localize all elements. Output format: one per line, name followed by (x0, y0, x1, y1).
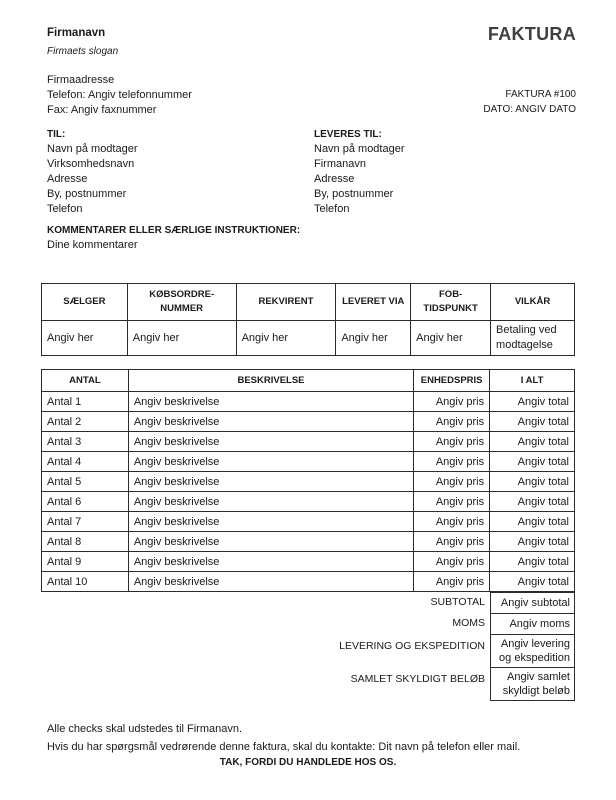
company-contact (47, 73, 192, 118)
table-row (42, 512, 575, 532)
item-description: Angiv beskrivelse (128, 432, 413, 452)
order-value-cell: Angiv her (236, 321, 336, 356)
table-row (42, 452, 575, 472)
item-description: Angiv beskrivelse (128, 452, 413, 472)
footer-checks-note: Alle checks skal udstedes til Firmanavn. (47, 723, 243, 735)
order-header-cell: LEVERET VIA (336, 284, 411, 321)
item-unit-price: Angiv pris (414, 532, 490, 552)
totals-label: MOMS (452, 617, 485, 629)
table-row (42, 432, 575, 452)
table-row (42, 552, 575, 572)
item-description: Angiv beskrivelse (128, 552, 413, 572)
invoice-date: DATO: ANGIV DATO (483, 104, 576, 115)
table-row (42, 412, 575, 432)
item-description: Angiv beskrivelse (128, 492, 413, 512)
item-total: Angiv total (490, 552, 575, 572)
items-table (41, 369, 575, 592)
items-header-cell: I ALT (490, 370, 575, 392)
table-row (42, 472, 575, 492)
totals-value: Angiv subtotal (491, 593, 575, 614)
totals-row (491, 668, 575, 701)
totals-label: LEVERING OG EKSPEDITION (339, 640, 485, 652)
items-header-cell: ANTAL (42, 370, 129, 392)
item-total: Angiv total (490, 512, 575, 532)
ship-to-line: Telefon (314, 203, 350, 215)
footer (47, 720, 520, 756)
bill-to-line: Virksomhedsnavn (47, 158, 135, 170)
bill-to-line: Adresse (47, 173, 88, 185)
item-total: Angiv total (490, 432, 575, 452)
item-quantity: Antal 9 (42, 552, 129, 572)
table-row (42, 492, 575, 512)
item-unit-price: Angiv pris (414, 572, 490, 592)
item-total: Angiv total (490, 492, 575, 512)
order-header-cell: REKVIRENT (236, 284, 336, 321)
item-quantity: Antal 6 (42, 492, 129, 512)
ship-to-line: Adresse (314, 173, 355, 185)
item-description: Angiv beskrivelse (128, 572, 413, 592)
table-row (42, 392, 575, 412)
table-row (42, 572, 575, 592)
table-row (42, 532, 575, 552)
totals-row (491, 635, 575, 668)
order-value-cell: Angiv her (127, 321, 236, 356)
item-description: Angiv beskrivelse (128, 392, 413, 412)
company-fax: Fax: Angiv faxnummer (47, 104, 157, 116)
totals-row (491, 614, 575, 635)
item-total: Angiv total (490, 572, 575, 592)
item-quantity: Antal 2 (42, 412, 129, 432)
invoice-number: FAKTURA #100 (505, 89, 576, 100)
ship-to-line: Navn på modtager (314, 143, 405, 155)
company-address: Firmaadresse (47, 74, 115, 86)
item-total: Angiv total (490, 392, 575, 412)
bill-to-line: By, postnummer (47, 188, 127, 200)
item-quantity: Antal 7 (42, 512, 129, 532)
totals-table (490, 592, 575, 701)
totals-value: Angiv samlet skyldigt beløb (491, 668, 575, 701)
item-total: Angiv total (490, 532, 575, 552)
item-description: Angiv beskrivelse (128, 512, 413, 532)
item-unit-price: Angiv pris (414, 392, 490, 412)
item-quantity: Antal 10 (42, 572, 129, 592)
totals-row (491, 593, 575, 614)
item-unit-price: Angiv pris (414, 472, 490, 492)
comments-block (47, 223, 300, 253)
item-unit-price: Angiv pris (414, 492, 490, 512)
order-header-cell: FOB-TIDSPUNKT (411, 284, 491, 321)
items-header-cell: BESKRIVELSE (128, 370, 413, 392)
item-quantity: Antal 3 (42, 432, 129, 452)
item-description: Angiv beskrivelse (128, 472, 413, 492)
order-value-cell: Betaling ved modtagelse (491, 321, 575, 356)
footer-contact-note: Hvis du har spørgsmål vedrørende denne faktura, skal du kontakte: Dit navn på telefon eller mail. (47, 741, 521, 753)
order-value-cell: Angiv her (42, 321, 128, 356)
company-slogan: Firmaets slogan (47, 46, 119, 57)
totals-value: Angiv moms (491, 614, 575, 635)
items-header-row (42, 370, 575, 392)
item-description: Angiv beskrivelse (128, 532, 413, 552)
item-total: Angiv total (490, 452, 575, 472)
order-info-table (41, 283, 575, 356)
company-phone: Telefon: Angiv telefonnummer (47, 89, 192, 101)
comments-text: Dine kommentarer (47, 239, 138, 251)
ship-to-block (314, 127, 405, 217)
invoice-title: FAKTURA (487, 24, 576, 44)
item-total: Angiv total (490, 472, 575, 492)
bill-to-line: Navn på modtager (47, 143, 138, 155)
item-unit-price: Angiv pris (414, 452, 490, 472)
order-value-row (42, 321, 575, 356)
bill-to-label: TIL: (47, 129, 66, 140)
order-header-row (42, 284, 575, 321)
comments-label: KOMMENTARER ELLER SÆRLIGE INSTRUKTIONER: (47, 225, 301, 236)
order-header-cell: VILKÅR (491, 284, 575, 321)
totals-value: Angiv levering og ekspedition (491, 635, 575, 668)
ship-to-line: By, postnummer (314, 188, 394, 200)
bill-to-line: Telefon (47, 203, 83, 215)
ship-to-line: Firmanavn (314, 158, 366, 170)
item-total: Angiv total (490, 412, 575, 432)
item-description: Angiv beskrivelse (128, 412, 413, 432)
item-unit-price: Angiv pris (414, 432, 490, 452)
order-value-cell: Angiv her (336, 321, 411, 356)
items-header-cell: ENHEDSPRIS (414, 370, 490, 392)
ship-to-label: LEVERES TIL: (314, 129, 382, 140)
item-quantity: Antal 4 (42, 452, 129, 472)
totals-label: SAMLET SKYLDIGT BELØB (350, 673, 485, 685)
totals-label: SUBTOTAL (430, 596, 485, 608)
bill-to-block (47, 127, 138, 217)
order-value-cell: Angiv her (411, 321, 491, 356)
item-unit-price: Angiv pris (414, 412, 490, 432)
item-quantity: Antal 1 (42, 392, 129, 412)
order-header-cell: KØBSORDRE-NUMMER (127, 284, 236, 321)
company-name: Firmanavn (47, 27, 106, 39)
item-unit-price: Angiv pris (414, 512, 490, 532)
item-quantity: Antal 8 (42, 532, 129, 552)
order-header-cell: SÆLGER (42, 284, 128, 321)
thank-you-note: TAK, FORDI DU HANDLEDE HOS OS. (219, 757, 397, 768)
items-body (42, 392, 575, 592)
item-quantity: Antal 5 (42, 472, 129, 492)
invoice-meta (483, 87, 576, 117)
item-unit-price: Angiv pris (414, 552, 490, 572)
